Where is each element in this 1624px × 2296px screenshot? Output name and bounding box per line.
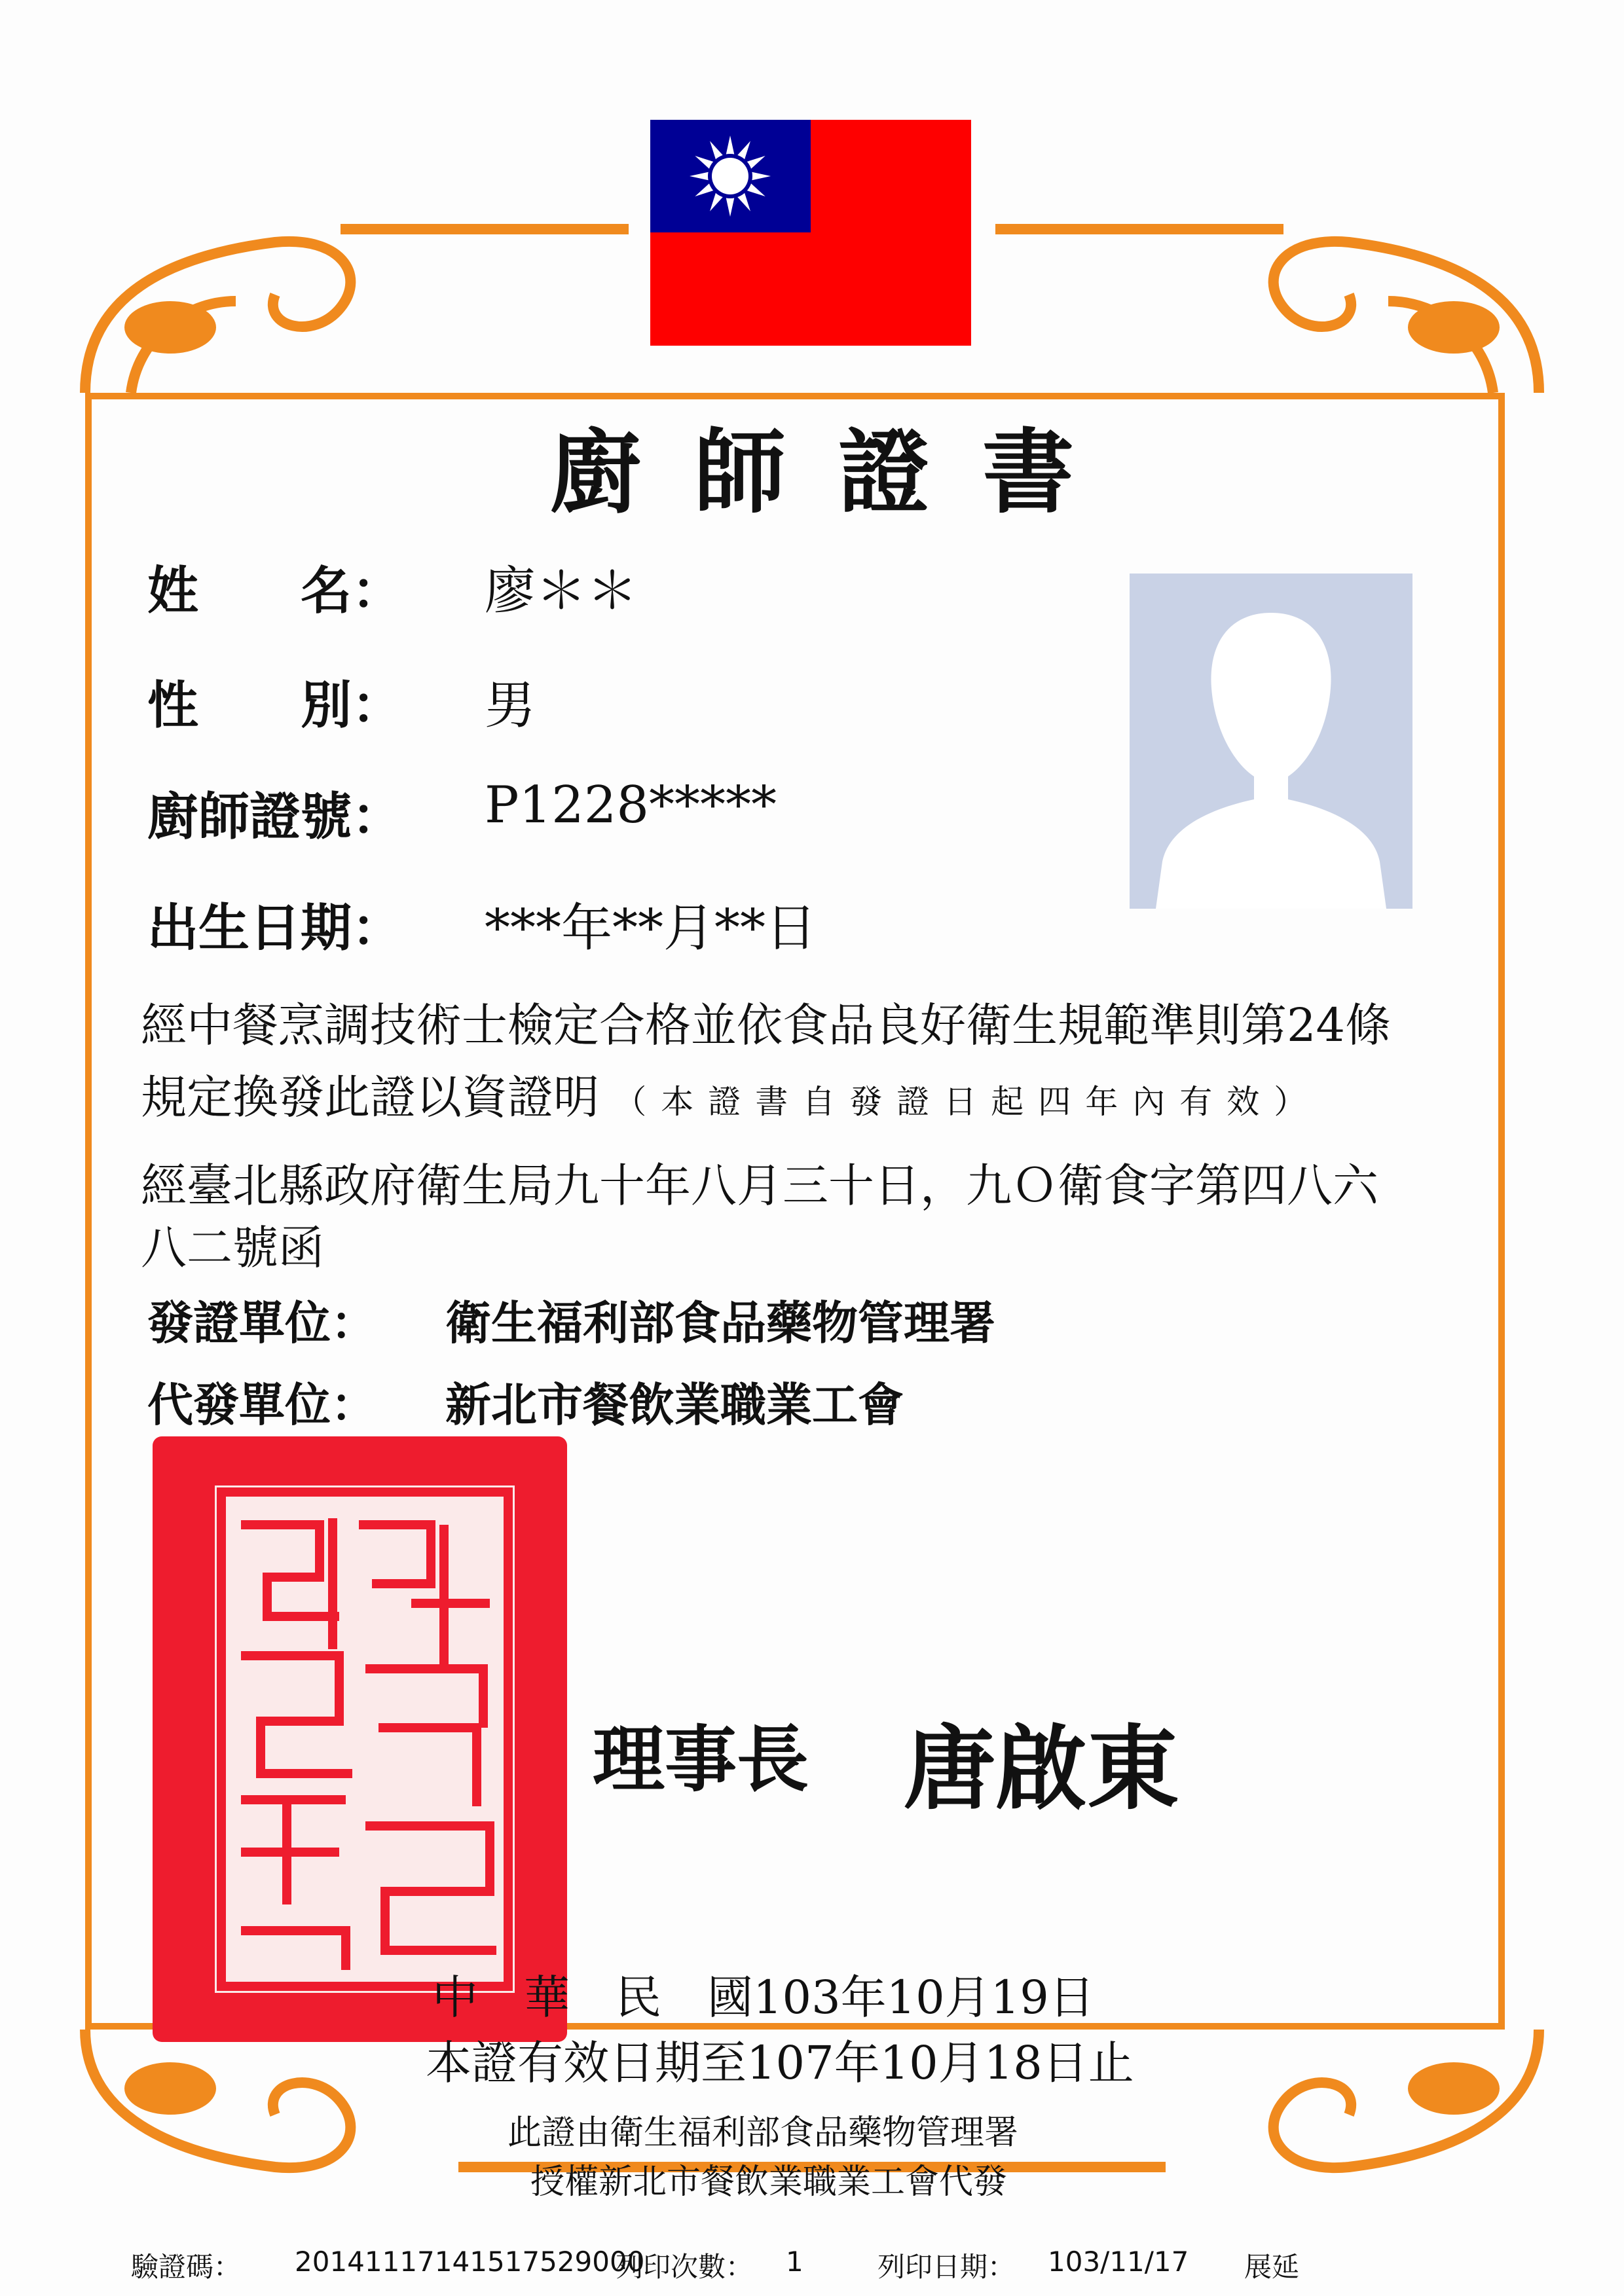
seal-script-pattern [215, 1485, 515, 1993]
chairman-title: 理事長 [593, 1717, 809, 1802]
cert-number-value: P1228***** [485, 776, 777, 835]
name-value: 廖＊＊ [485, 562, 638, 621]
verify-code: 20141117141517529000 [295, 2246, 645, 2278]
gender-value: 男 [485, 676, 536, 735]
cert-number-label: 廚師證號： [147, 788, 403, 847]
print-date: 103/11/17 [1048, 2246, 1189, 2278]
validity-note: （本證書自發證日起四年內有效） [614, 1083, 1321, 1121]
person-silhouette-icon [1130, 574, 1412, 909]
authorization-line-2: 授權新北市餐飲業職業工會代發 [530, 2162, 1008, 2202]
valid-until: 本證有效日期至107年10月18日止 [426, 2036, 1134, 2090]
verify-label: 驗證碼： [131, 2251, 242, 2283]
chairman-name: 唐啟東 [904, 1715, 1179, 1823]
issuer-value: 衛生福利部食品藥物管理署 [445, 1296, 995, 1350]
body-line-2-text: 規定換發此證以資證明 [141, 1070, 599, 1124]
official-seal [153, 1436, 567, 2042]
gender-label: 性 別： [147, 676, 403, 735]
seal-inner [215, 1485, 515, 1993]
print-count: 1 [786, 2246, 803, 2278]
body-line-3: 經臺北縣政府衛生局九十年八月三十日，九Ｏ衛食字第四八六 [141, 1159, 1378, 1212]
birthdate-value: ***年**月**日 [485, 899, 817, 958]
agent-value: 新北市餐飲業職業工會 [445, 1377, 904, 1432]
print-date-label: 列印日期： [877, 2251, 1016, 2283]
certificate-title: 廚師證書 [549, 419, 1126, 526]
authorization-line-1: 此證由衛生福利部食品藥物管理署 [507, 2113, 1019, 2153]
body-line-2 [141, 1061, 1321, 1127]
extension-mark: 展延 [1244, 2251, 1300, 2283]
print-count-label: 列印次數： [616, 2251, 754, 2283]
birthdate-label: 出生日期： [147, 899, 403, 958]
issuer-label: 發證單位： [147, 1296, 377, 1350]
name-label: 姓 名： [147, 562, 403, 621]
ornament-top [0, 196, 1624, 419]
body-line-1: 經中餐烹調技術士檢定合格並依食品良好衛生規範準則第24條 [141, 998, 1392, 1052]
agent-label: 代發單位： [147, 1378, 377, 1432]
photo-placeholder [1130, 574, 1412, 909]
issue-date: 中 華 民 國103年10月19日 [432, 1971, 1095, 2024]
body-line-4: 八二號函 [141, 1221, 324, 1275]
